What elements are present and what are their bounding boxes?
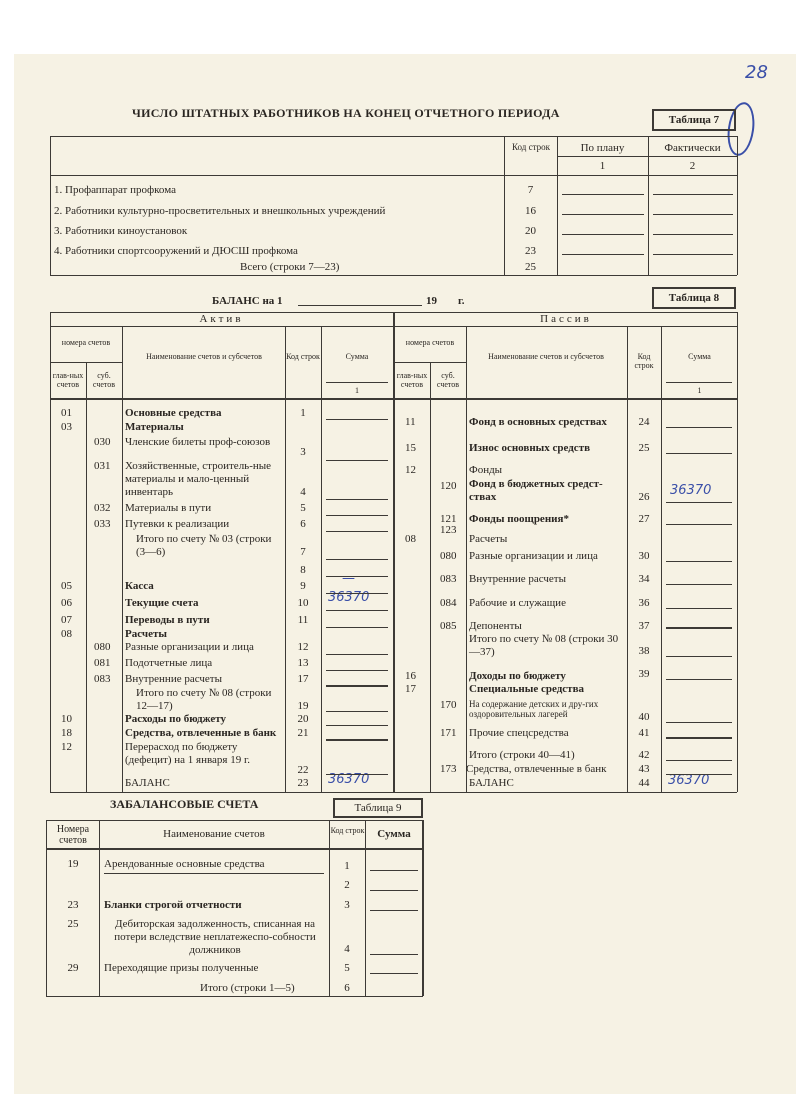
aktiv-name: Перерасход по бюджету (дефецит) на 1 января 19 г. bbox=[125, 741, 251, 766]
aktiv-name: Основные средства bbox=[125, 407, 222, 419]
passiv-code: 27 bbox=[638, 513, 650, 525]
staff-header-fact: Фактически bbox=[664, 142, 721, 154]
passiv-header-name: Наименование счетов и субсчетов bbox=[488, 352, 604, 361]
aktiv-main: 06 bbox=[61, 597, 72, 609]
passiv-code: 40 bbox=[638, 711, 650, 723]
aktiv-sub: 083 bbox=[94, 673, 111, 685]
passiv-name: Внутренние расчеты bbox=[469, 573, 566, 585]
aktiv-name: Расчеты bbox=[125, 628, 167, 640]
staff-row-label: 4. Работники спортсооружений и ДЮСШ профкома bbox=[54, 245, 298, 257]
passiv-header-sub: суб. счетов bbox=[436, 371, 460, 389]
passiv-name: Фонд в бюджетных средст-ствах bbox=[469, 478, 603, 503]
staff-table-label-text: Таблица 7 bbox=[668, 114, 720, 126]
aktiv-code: 23 bbox=[297, 777, 309, 789]
aktiv-sub: 031 bbox=[94, 460, 111, 472]
passiv-code: 44 bbox=[638, 777, 650, 789]
staff-row-code: 7 bbox=[527, 184, 534, 196]
aktiv-code: 13 bbox=[297, 657, 309, 669]
passiv-sub: 171 bbox=[440, 727, 457, 739]
offbalance-name: Переходящие призы полученные bbox=[104, 962, 259, 974]
passiv-code: 24 bbox=[638, 416, 650, 428]
passiv-name: Средства, отвлеченные в банк bbox=[466, 763, 607, 775]
passiv-sub: 173 bbox=[440, 763, 457, 775]
aktiv-main: 10 bbox=[61, 713, 72, 725]
passiv-name: БАЛАНС bbox=[469, 777, 514, 789]
aktiv-main: 08 bbox=[61, 628, 72, 640]
aktiv-name: Подотчетные лица bbox=[125, 657, 213, 669]
offbalance-table-label bbox=[333, 798, 423, 818]
aktiv-code: 12 bbox=[297, 641, 309, 653]
aktiv-code: 3 bbox=[300, 446, 306, 458]
aktiv-name: Членские билеты проф-союзов bbox=[125, 436, 271, 448]
staff-row-label: 2. Работники культурно-просветительных и внешкольных учреждений bbox=[54, 205, 386, 217]
passiv-name: Рабочие и служащие bbox=[469, 597, 566, 609]
aktiv-sub: 032 bbox=[94, 502, 111, 514]
aktiv-name: Разные организации и лица bbox=[125, 641, 254, 653]
aktiv-code: 1 bbox=[300, 407, 306, 419]
aktiv-main: 18 bbox=[61, 727, 72, 739]
aktiv-name: Итого по счету № 08 (строки 12—17) bbox=[136, 687, 272, 712]
aktiv-name: Материалы в пути bbox=[125, 502, 212, 514]
staff-row-code: 20 bbox=[525, 225, 536, 237]
passiv-code: 30 bbox=[638, 550, 650, 562]
aktiv-sub: 033 bbox=[94, 518, 111, 530]
staff-header-fact-num: 2 bbox=[689, 160, 696, 172]
offbalance-header-code: Код строк bbox=[330, 826, 365, 835]
staff-row-code: 25 bbox=[525, 261, 536, 273]
aktiv-sum-handwritten: 36370 bbox=[328, 772, 370, 787]
aktiv-main: 07 bbox=[61, 614, 72, 626]
aktiv-header-code: Код строк bbox=[286, 352, 320, 361]
passiv-code: 36 bbox=[638, 597, 650, 609]
passiv-code: 26 bbox=[638, 491, 650, 503]
passiv-name: Расчеты bbox=[469, 533, 508, 545]
passiv-sub: 170 bbox=[440, 699, 457, 711]
staff-row-label: 1. Профаппарат профкома bbox=[54, 184, 176, 196]
aktiv-header-name: Наименование счетов и субсчетов bbox=[146, 352, 262, 361]
passiv-header-code: Код строк bbox=[634, 352, 654, 370]
aktiv-code: 10 bbox=[297, 597, 309, 609]
staff-table-label bbox=[652, 109, 736, 131]
balance-passiv-title: Пассив bbox=[540, 313, 592, 325]
offbalance-code: 6 bbox=[344, 982, 350, 994]
aktiv-sub: 081 bbox=[94, 657, 111, 669]
passiv-name: Доходы по бюджету bbox=[469, 670, 566, 682]
offbalance-table-label-text: Таблица 9 bbox=[354, 802, 402, 814]
passiv-name: Фонд в основных средствах bbox=[469, 416, 607, 428]
aktiv-main: 03 bbox=[61, 421, 72, 433]
passiv-name: Депоненты bbox=[469, 620, 522, 632]
corner-page-mark: 28 bbox=[745, 62, 768, 83]
aktiv-code: 17 bbox=[297, 673, 309, 685]
aktiv-sub: 080 bbox=[94, 641, 111, 653]
staff-header-plan-num: 1 bbox=[599, 160, 606, 172]
aktiv-name: БАЛАНС bbox=[125, 777, 170, 789]
staff-row-code: 16 bbox=[525, 205, 536, 217]
passiv-main: 12 bbox=[405, 464, 416, 476]
offbalance-code: 3 bbox=[344, 899, 350, 911]
passiv-name: На содержание детских и дру-гих оздоровительных лагерей bbox=[469, 699, 599, 719]
aktiv-code: 21 bbox=[297, 727, 309, 739]
aktiv-sum-handwritten: — bbox=[342, 571, 355, 586]
aktiv-code: 8 bbox=[300, 564, 306, 576]
balance-aktiv-title: Актив bbox=[199, 313, 244, 325]
aktiv-name: Путевки к реализации bbox=[125, 518, 230, 530]
offbalance-header-numbers: Номера счетов bbox=[56, 824, 90, 846]
passiv-code: 43 bbox=[638, 763, 650, 775]
balance-year: 19 bbox=[426, 295, 437, 307]
passiv-code: 42 bbox=[638, 749, 650, 761]
passiv-sum-handwritten: 36370 bbox=[670, 483, 712, 498]
aktiv-main: 12 bbox=[61, 741, 72, 753]
passiv-sum-handwritten: 36370 bbox=[668, 773, 710, 788]
aktiv-header-main: глав-ных счетов bbox=[52, 371, 84, 389]
passiv-main: 08 bbox=[405, 533, 416, 545]
offbalance-header-sum: Сумма bbox=[377, 828, 411, 840]
balance-table-label bbox=[652, 287, 736, 309]
offbalance-title: ЗАБАЛАНСОВЫЕ СЧЕТА bbox=[110, 797, 259, 811]
aktiv-code: 11 bbox=[297, 614, 309, 626]
passiv-main: 17 bbox=[405, 683, 416, 695]
passiv-name: Фонды поощрения* bbox=[469, 513, 569, 525]
aktiv-main: 05 bbox=[61, 580, 72, 592]
balance-title: БАЛАНС на 1 bbox=[212, 295, 283, 307]
staff-title: ЧИСЛО ШТАТНЫХ РАБОТНИКОВ НА КОНЕЦ ОТЧЕТНОГО ПЕРИОДА bbox=[132, 106, 560, 120]
aktiv-name: Материалы bbox=[125, 421, 184, 433]
staff-row-label: 3. Работники киноустановок bbox=[54, 225, 188, 237]
passiv-sub: 085 bbox=[440, 620, 457, 632]
passiv-sub: 123 bbox=[440, 524, 457, 536]
passiv-header-account-numbers: номера счетов bbox=[405, 338, 455, 347]
aktiv-header-account-numbers: номера счетов bbox=[61, 338, 111, 347]
aktiv-name: Внутренние расчеты bbox=[125, 673, 222, 685]
passiv-name: Специальные средства bbox=[469, 683, 585, 695]
passiv-name: Прочие спецсредства bbox=[469, 727, 569, 739]
aktiv-code: 9 bbox=[300, 580, 306, 592]
aktiv-code: 20 bbox=[297, 713, 309, 725]
passiv-sub: 083 bbox=[440, 573, 457, 585]
passiv-main: 11 bbox=[405, 416, 416, 428]
aktiv-name: Расходы по бюджету bbox=[125, 713, 227, 725]
offbalance-code: 1 bbox=[344, 860, 350, 872]
aktiv-header-sum-num: 1 bbox=[355, 386, 359, 395]
passiv-sub: 120 bbox=[440, 480, 457, 492]
passiv-code: 37 bbox=[638, 620, 650, 632]
aktiv-code: 7 bbox=[300, 546, 306, 558]
aktiv-name: Переводы в пути bbox=[125, 614, 210, 626]
aktiv-name: Средства, отвлеченные в банк bbox=[125, 727, 277, 739]
passiv-header-sum: Сумма bbox=[688, 352, 711, 361]
offbalance-code: 4 bbox=[344, 943, 350, 955]
passiv-sub: 080 bbox=[440, 550, 457, 562]
aktiv-code: 19 bbox=[297, 700, 309, 712]
passiv-name: Разные организации и лица bbox=[469, 550, 598, 562]
offbalance-code: 2 bbox=[344, 879, 350, 891]
passiv-code: 25 bbox=[638, 442, 650, 454]
offbalance-name: Итого (строки 1—5) bbox=[200, 982, 295, 994]
offbalance-code: 5 bbox=[344, 962, 350, 974]
offbalance-num: 19 bbox=[67, 858, 79, 870]
aktiv-code: 5 bbox=[300, 502, 306, 514]
aktiv-code: 6 bbox=[300, 518, 306, 530]
passiv-main: 16 bbox=[405, 670, 416, 682]
staff-header-code: Код строк bbox=[511, 142, 551, 152]
passiv-code: 41 bbox=[638, 727, 650, 739]
passiv-sub: 121 bbox=[440, 513, 457, 525]
offbalance-num: 29 bbox=[67, 962, 79, 974]
aktiv-header-sum: Сумма bbox=[345, 352, 369, 361]
passiv-code: 34 bbox=[638, 573, 650, 585]
balance-date-line bbox=[298, 305, 422, 306]
aktiv-sum-handwritten: 36370 bbox=[328, 590, 370, 605]
passiv-name: Фонды bbox=[469, 464, 503, 476]
aktiv-code: 22 bbox=[297, 764, 309, 776]
passiv-name: Итого (строки 40—41) bbox=[469, 749, 575, 761]
staff-row-code: 23 bbox=[525, 245, 536, 257]
aktiv-name: Хозяйственные, строитель-ные материалы и мало-ценный инвентарь bbox=[125, 460, 272, 498]
balance-year-suffix: г. bbox=[458, 295, 465, 307]
offbalance-name: Дебиторская задолженность, списанная на потери вследствие неплатежеспо-собности должников bbox=[114, 918, 316, 956]
staff-header-plan: По плану bbox=[580, 142, 625, 154]
passiv-name: Итого по счету № 08 (строки 30—37) bbox=[469, 633, 619, 658]
passiv-code: 38 bbox=[638, 645, 650, 657]
passiv-header-main: глав-ных счетов bbox=[396, 371, 428, 389]
offbalance-header-name: Наименование счетов bbox=[163, 828, 265, 840]
offbalance-name: Бланки строгой отчетности bbox=[104, 899, 242, 911]
aktiv-name: Текущие счета bbox=[125, 597, 199, 609]
passiv-main: 15 bbox=[405, 442, 416, 454]
aktiv-name: Итого по счету № 03 (строки (3—6) bbox=[136, 533, 272, 558]
offbalance-num: 25 bbox=[67, 918, 79, 930]
aktiv-name: Касса bbox=[125, 580, 154, 592]
aktiv-sub: 030 bbox=[94, 436, 111, 448]
balance-table-label-text: Таблица 8 bbox=[668, 292, 720, 304]
offbalance-num: 23 bbox=[67, 899, 79, 911]
staff-row-label: Всего (строки 7—23) bbox=[240, 261, 340, 273]
aktiv-code: 4 bbox=[300, 486, 306, 498]
passiv-header-sum-num: 1 bbox=[697, 386, 702, 395]
passiv-sub: 084 bbox=[440, 597, 457, 609]
offbalance-name: Арендованные основные средства bbox=[104, 858, 265, 870]
aktiv-header-sub: суб. счетов bbox=[92, 371, 116, 389]
aktiv-main: 01 bbox=[61, 407, 72, 419]
passiv-name: Износ основных средств bbox=[469, 442, 591, 454]
passiv-code: 39 bbox=[638, 668, 650, 680]
